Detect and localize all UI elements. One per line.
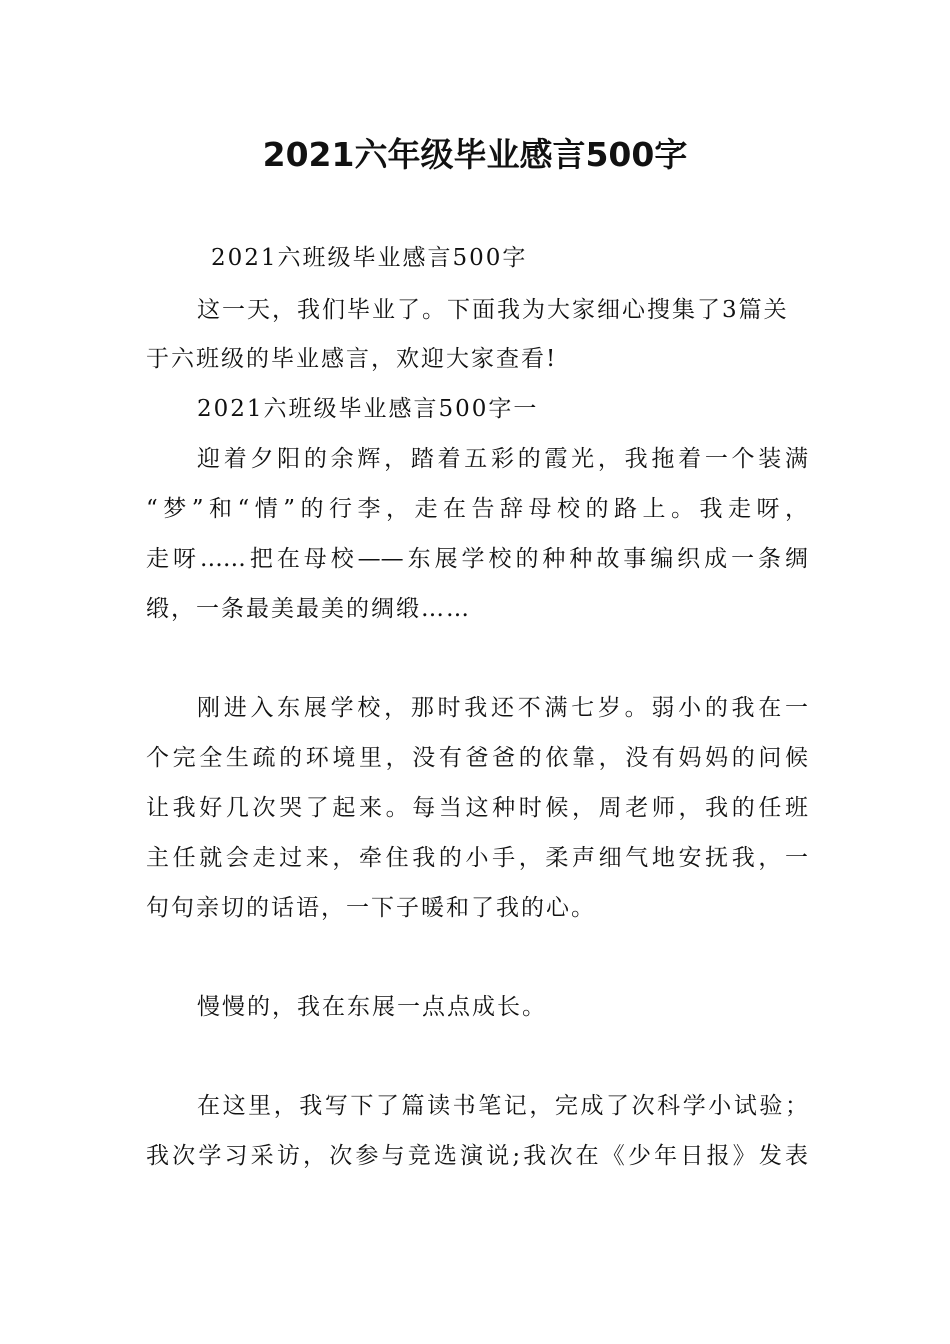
text-line: 我次学习采访，次参与竞选演说;我次在《少年日报》发表 [146, 1143, 808, 1169]
text-line: 个完全生疏的环境里，没有爸爸的依靠，没有妈妈的问候 [146, 745, 808, 771]
subtitle-line: 2021六班级毕业感言500字 [211, 245, 528, 271]
text-line: 迎着夕阳的余辉，踏着五彩的霞光，我拖着一个装满 [197, 446, 808, 472]
text-line: 这一天，我们毕业了。下面我为大家细心搜集了3篇关 [197, 297, 789, 323]
text-line: “梦”和“情”的行李，走在告辞母校的路上。我走呀， [146, 496, 808, 522]
text-line: 刚进入东展学校，那时我还不满七岁。弱小的我在一 [197, 695, 808, 721]
text-line: 于六班级的毕业感言，欢迎大家查看! [146, 346, 558, 372]
text-line: 主任就会走过来，牵住我的小手，柔声细气地安抚我，一 [146, 845, 808, 871]
text-line: 让我好几次哭了起来。每当这种时候，周老师，我的任班 [146, 795, 808, 821]
text-line: 走呀……把在母校——东展学校的种种故事编织成一条绸 [146, 546, 808, 572]
section-heading: 2021六班级毕业感言500字一 [197, 396, 539, 422]
text-line: 在这里，我写下了篇读书笔记，完成了次科学小试验； [197, 1093, 808, 1119]
text-line: 缎，一条最美最美的绸缎…… [146, 596, 471, 622]
text-line: 慢慢的，我在东展一点点成长。 [197, 994, 547, 1020]
text-line: 句句亲切的话语，一下子暖和了我的心。 [146, 895, 596, 921]
document-title: 2021六年级毕业感言500字 [262, 135, 688, 174]
